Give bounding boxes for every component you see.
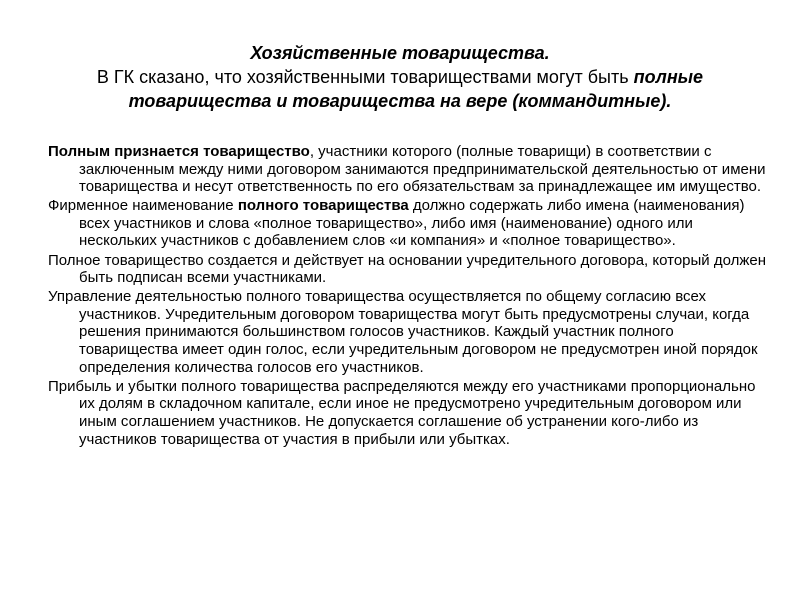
slide-title [40,41,760,113]
title-line-3-emphasis: товарищества и товарищества на вере (коммандитные). [128,91,672,111]
paragraph-definition [48,143,768,196]
paragraph-management [48,288,768,376]
paragraph-company-name [48,197,768,250]
title-line-1 [40,41,760,65]
title-heading: Хозяйственные товарищества. [250,43,550,63]
slide-body [48,143,768,450]
paragraph-founding [48,252,768,287]
paragraph-management-text: Управление деятельностью полного товарищества осуществляется по общему согласию всех участников. Учредительным договором товарищества могут быть предусмотрены случаи, когда решения принимаются большинством голосов участников. Каждый участник полного товарищества имеет один голос, если учредительным договором не предусмотрен иной порядок определения количества голосов его участников. [48,288,758,376]
paragraph-company-name-bold: полного товарищества [237,197,409,215]
paragraph-company-name-lead: Фирменное наименование [48,197,238,215]
paragraph-company-name-text: должно содержать либо имена (наименования) всех участников и слова «полное товарищество», либо имя (наименование) одного или нескольких участников с добавлением слов «и компания» и «полное товарищество». [79,197,745,250]
paragraph-definition-bold: Полным признается товарищество [48,143,310,160]
paragraph-profit-text: Прибыль и убытки полного товарищества распределяются между его участниками пропорционально их долям в складочном капитале, если иное не предусмотрено учредительным договором или иным соглашением участников. Не допускается соглашение об устранении кого-либо из участников товарищества от участия в прибыли или убытках. [48,377,756,448]
title-line-3 [40,89,760,113]
paragraph-profit [48,378,768,448]
title-line-2-text: В ГК сказано, что хозяйственными товариществами могут быть [96,67,634,87]
title-line-2 [40,65,760,89]
paragraph-founding-text: Полное товарищество создается и действует на основании учредительного договора, который должен быть подписан всеми участниками. [48,251,767,287]
title-line-2-emphasis: полные [633,67,704,87]
paragraph-definition-text: , участники которого (полные товарищи) в соответствии с заключенным между ними договором занимаются предпринимательской деятельностью от имени товарищества и несут ответственность по его обязательствам за принадлежащее им имущество. [79,143,766,196]
